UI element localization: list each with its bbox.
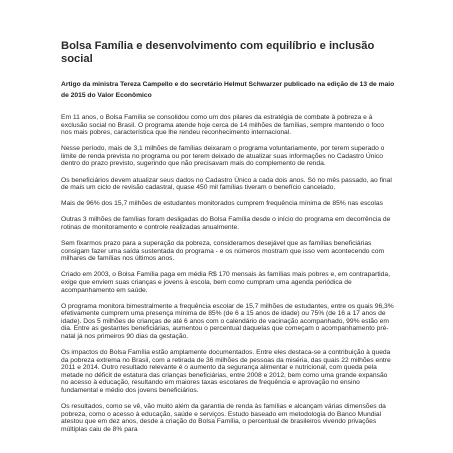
paragraph: Outras 3 milhões de famílias foram desligadas do Bolsa Família desde o início do programa em decorrência de rotinas de monitoramento e controle realizadas anualmente.: [61, 216, 391, 231]
article-subtitle: Artigo da ministra Tereza Campello e do secretário Helmut Schwarzer publicado na edição de 13 de maio de 2015 do Valor Econômico: [61, 81, 395, 99]
paragraph: Criado em 2003, o Bolsa Família paga em média R$ 170 mensais às famílias mais pobres e, em contrapartida, exige que enviem suas crianças e jovens à escola, bem como cumpram uma agenda periódica de acompanhamento em saúde.: [61, 271, 390, 294]
paragraph: Sem fixarmos prazo para a superação da pobreza, consideramos desejável que as famílias beneficiárias consigam fazer uma saída sustentada do programa - e os números mostram que isso vem acontecendo com milhares de famílias nos últimos anos.: [61, 240, 385, 263]
paragraph: Em 11 anos, o Bolsa Família se consolidou como um dos pilares da estratégia de combate à pobreza e à exclusão social no Brasil. O programa atende hoje cerca de 14 milhões de famílias, sempre mantendo o foco nos mais pobres, característica que lhe rendeu reconhecimento internacional.: [61, 114, 385, 137]
article: [61, 40, 395, 442]
paragraph: Mais de 96% dos 15,7 milhões de estudantes monitorados cumprem frequência mínima de 85% nas escolas: [61, 200, 383, 208]
paragraph: O programa monitora bimestralmente a frequência escolar de 15,7 milhões de estudantes, entre os quais 96,3% efetivamente cumprem uma presença mínima de 85% (de 6 a 15 anos de idade) ou 75% (de 16 a 17 anos de idade). Dos 5 milhões de crianças de até 6 anos com o calendário de vacinação acompanhado, 99% estão em dia. Entre as gestantes beneficiárias, aumentou o percentual daquelas que começam o acompanhamento pré-natal já nos primeiros 90 dias da gestação.: [61, 302, 394, 340]
paragraph: Os impactos do Bolsa Família estão amplamente documentados. Entre eles destaca-se a contribuição à queda da pobreza extrema no Brasil, com a retirada de 36 milhões de pessoas da miséria, das quais 22 milhões entre 2011 e 2014. Outro resultado relevante é o aumento da segurança alimentar e nutricional, com queda pela metade no déficit de estatura das crianças beneficiárias, entre 2008 e 2012, bem como uma grande expansão no acesso à educação, resultando em maiores taxas escolares de frequência e aprovação no ensino fundamental e médio dos jovens beneficiários.: [61, 349, 391, 395]
paragraph: Os resultados, como se vê, vão muito além da garantia de renda às famílias e alcançam várias dimensões da pobreza, como o acesso à educação, saúde e serviços. Estudo baseado em metodologia do Banco Mundial atestou que em dez anos, desde a criação do Bolsa Família, o percentual de brasileiros vivendo privações múltiplas caiu de 8% para: [61, 403, 386, 433]
paragraph: Os beneficiários devem atualizar seus dados no Cadastro Único a cada dois anos. Só no mês passado, ao final de mais um ciclo de revisão cadastral, quase 450 mil famílias tiveram o benefício cancelado.: [61, 176, 392, 192]
paragraph: Nesse período, mais de 3,1 milhões de famílias deixaram o programa voluntariamente, por terem superado o limite de renda prevista no programa ou por terem deixado de atualizar suas informações no Cadastro Único dentro do prazo previsto, sugerindo que não precisavam mais do complemento de renda.: [61, 145, 385, 168]
article-body: [61, 114, 395, 434]
article-title: Bolsa Família e desenvolvimento com equilíbrio e inclusão social: [61, 40, 375, 65]
